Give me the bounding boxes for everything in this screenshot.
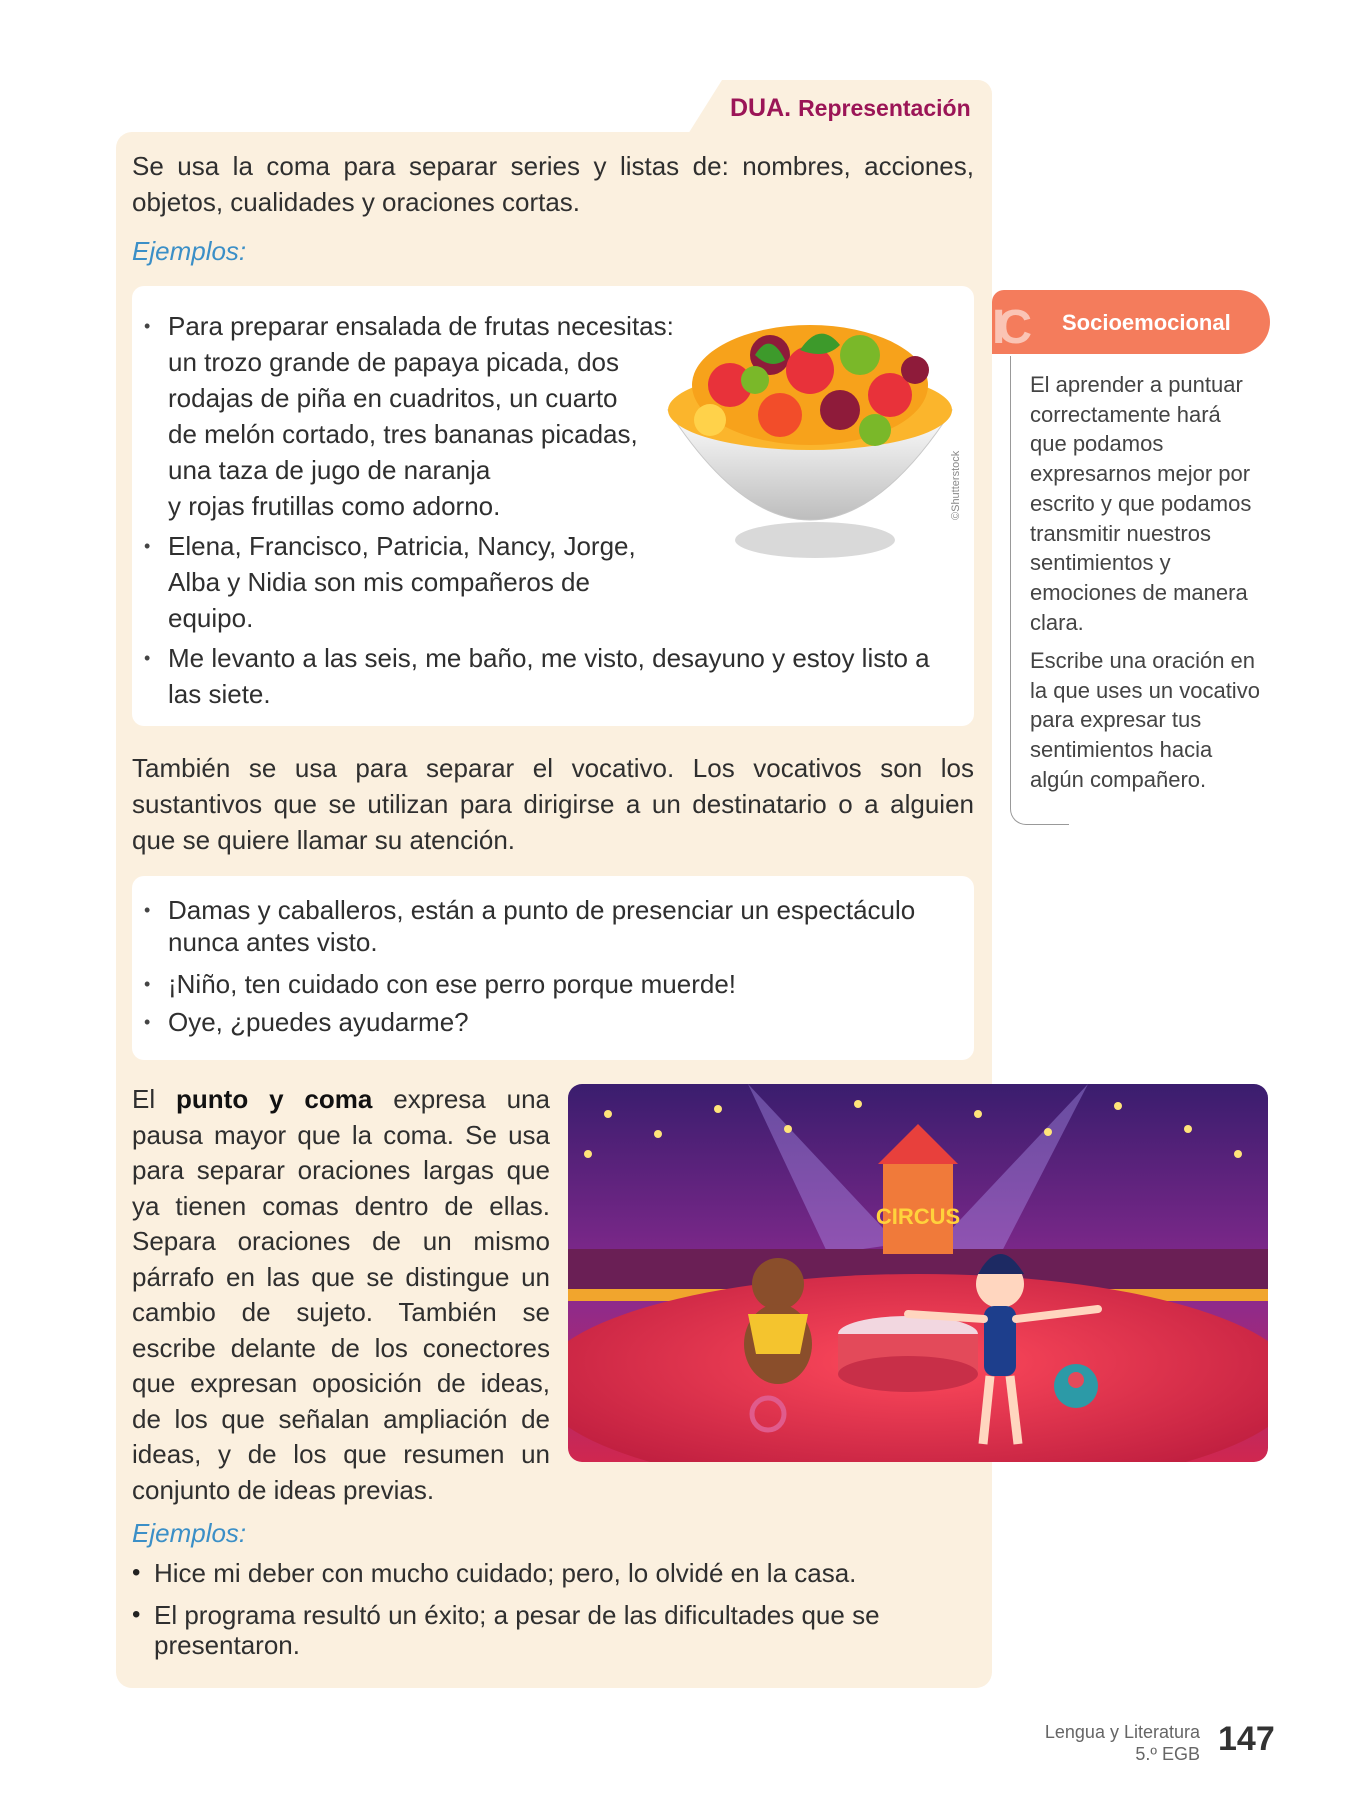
list-item-routine: • Me levanto a las seis, me baño, me visto, desayuno y estoy listo a las siete. — [168, 640, 930, 712]
list-item-damas: • Damas y caballeros, están a punto de presenciar un espectáculo nunca antes visto. — [168, 894, 915, 958]
circus-image — [568, 1084, 1268, 1462]
sidebar-paragraph-1: El aprender a puntuar correctamente hará que podamos expresarnos mejor por escrito y que podamos transmitir nuestros sentimientos y emociones de manera clara. — [1030, 372, 1252, 635]
sidebar-paragraph-2: Escribe una oración en la que uses un vocativo para expresar tus sentimientos hacia algún compañero. — [1030, 648, 1260, 792]
ejemplos-label-2: Ejemplos: — [132, 1518, 247, 1548]
circus-sign: CIRCUS — [875, 1204, 961, 1229]
ejemplos-label: Ejemplos: — [132, 236, 247, 266]
list-item-team: • Elena, Francisco, Patricia, Nancy, Jorge, Alba y Nidia son mis compañeros de equipo. — [168, 528, 636, 636]
vocativo-paragraph: También se usa para separar el vocativo. Los vocativos son los sustantivos que se utilizan para dirigirse a un destinatario o a alguien que se quiere llamar su atención. — [132, 753, 974, 855]
fruit-salad-image — [660, 300, 960, 580]
punto-y-coma-term: punto y coma — [176, 1084, 373, 1114]
list-item-programa: • El programa resultó un éxito; a pesar de las dificultades que se presentaron. — [154, 1600, 880, 1660]
list-item-deber: • Hice mi deber con mucho cuidado; pero, lo olvidé en la casa. — [154, 1558, 856, 1588]
list-item-nino: • ¡Niño, ten cuidado con ese perro porque muerde! — [168, 966, 736, 1002]
list-item-oye: • Oye, ¿puedes ayudarme? — [168, 1004, 469, 1040]
list-item-fruit-salad: • Para preparar ensalada de frutas necesitas: un trozo grande de papaya picada, dos rodajas de piña en cuadritos, un cuarto de melón cortado, tres bananas picadas, una taza de jugo de naranja y rojas frutillas como adorno. — [168, 308, 674, 524]
dua-header — [730, 94, 971, 123]
ic-logo: IC — [992, 301, 1024, 354]
socioemocional-title: Socioemocional — [1062, 310, 1231, 335]
page-number: 147 — [1218, 1720, 1275, 1758]
dua-subtitle: Representación — [798, 95, 971, 121]
image-credit: ©Shutterstock — [950, 450, 962, 520]
punto-y-coma-paragraph: El punto y coma expresa una pausa mayor que la coma. Se usa para separar oraciones largas que ya tienen comas dentro de ellas. Separa oraciones de un mismo párrafo en las que se distingue un cambio de sujeto. También se escribe delante de los conectores que expresan oposición de ideas, de los que señalan ampliación de ideas, y de los que resumen un conjunto de ideas previas. — [132, 1084, 551, 1505]
footer-grade: 5.º EGB — [1135, 1744, 1200, 1764]
intro-paragraph: Se usa la coma para separar series y listas de: nombres, acciones, objetos, cualidades y oraciones cortas. — [132, 151, 974, 217]
dua-label: DUA. — [730, 94, 792, 122]
footer-subject: Lengua y Literatura — [1044, 1722, 1200, 1742]
